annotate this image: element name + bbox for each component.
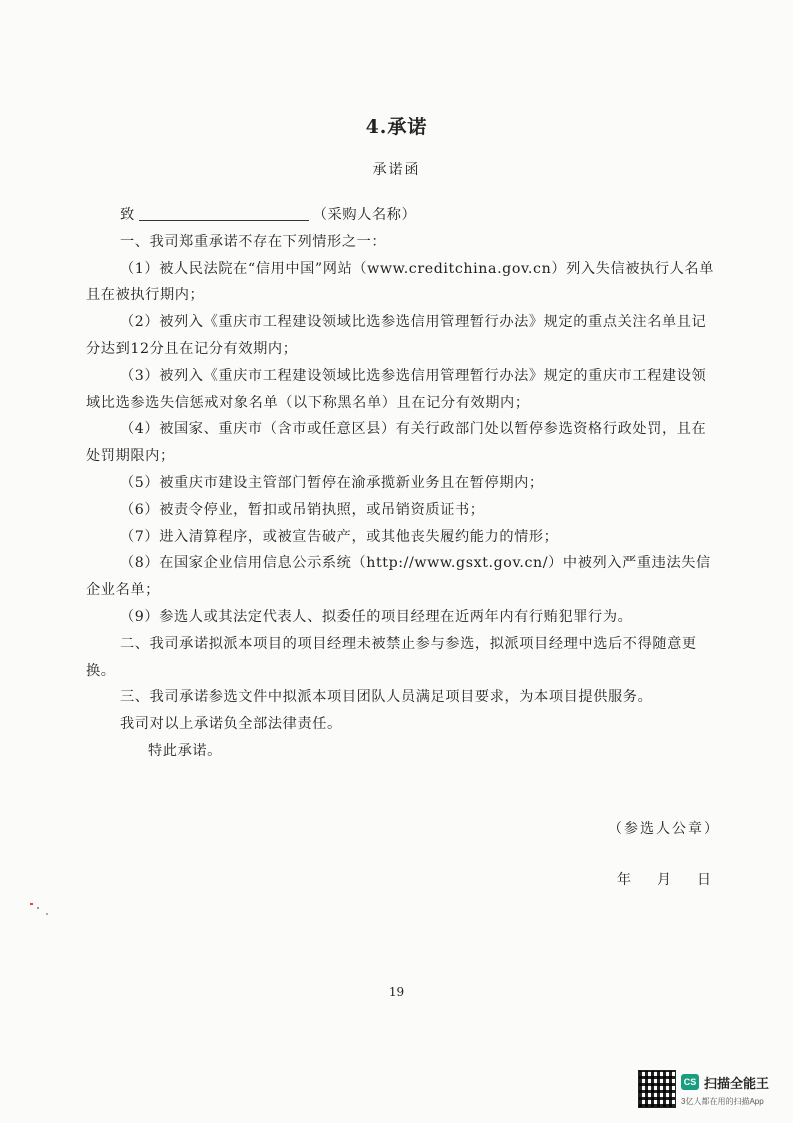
paragraph: 一、我司郑重承诺不存在下列情形之一： bbox=[120, 233, 387, 250]
date-year: 年 bbox=[617, 872, 631, 888]
date-month: 月 bbox=[657, 872, 671, 888]
section-title: 4.承诺 bbox=[365, 116, 428, 138]
watermark-name: 扫描全能王 bbox=[704, 1076, 770, 1091]
camscanner-logo: CS bbox=[681, 1074, 699, 1090]
addressee-prefix: 致 bbox=[120, 207, 135, 223]
addressee-suffix: （采购人名称） bbox=[312, 207, 417, 223]
paragraph: 二、我司承诺拟派本项目的项目经理未被禁止参与参选，拟派项目经理中选后不得随意更换。 bbox=[86, 635, 697, 679]
qr-code-icon bbox=[638, 1070, 676, 1108]
page-number: 19 bbox=[388, 985, 405, 999]
paragraph: （2）被列入《重庆市工程建设领域比选参选信用管理暂行办法》规定的重点关注名单且记分达到12分且在记分有效期内； bbox=[86, 314, 707, 357]
paragraph: （7）进入清算程序，或被宣告破产，或其他丧失履约能力的情形； bbox=[120, 528, 559, 545]
closing-line: 特此承诺。 bbox=[148, 742, 222, 759]
paragraph: （4）被国家、重庆市（含市或任意区县）有关行政部门处以暂停参选资格行政处罚，且在处罚期限内； bbox=[86, 421, 707, 465]
letter-body bbox=[86, 202, 716, 765]
date-line bbox=[617, 869, 711, 889]
watermark-tagline: 3亿人都在用的扫描App bbox=[681, 1097, 764, 1106]
paragraph: 三、我司承诺参选文件中拟派本项目团队人员满足项目要求，为本项目提供服务。 bbox=[120, 689, 653, 706]
addressee-blank bbox=[139, 204, 309, 221]
seal-placeholder: （参选人公章） bbox=[608, 821, 720, 837]
letter-title: 承诺函 bbox=[372, 162, 421, 178]
date-day: 日 bbox=[697, 872, 711, 888]
paragraph: （6）被责令停业，暂扣或吊销执照，或吊销资质证书； bbox=[120, 501, 485, 518]
paragraph: （1）被人民法院在“信用中国”网站（www.creditchina.gov.cn）列入失信被执行人名单且在被执行期内； bbox=[86, 260, 714, 304]
paragraph: （9）参选人或其法定代表人、拟委任的项目经理在近两年内有行贿犯罪行为。 bbox=[120, 608, 633, 625]
paragraph: 我司对以上承诺负全部法律责任。 bbox=[120, 716, 342, 733]
scanner-watermark bbox=[638, 1070, 778, 1110]
paragraph: （5）被重庆市建设主管部门暂停在渝承揽新业务且在暂停期内； bbox=[120, 474, 544, 491]
paragraph: （3）被列入《重庆市工程建设领域比选参选信用管理暂行办法》规定的重庆市工程建设领域比选参选失信惩戒对象名单（以下称黑名单）且在记分有效期内； bbox=[86, 367, 707, 411]
addressee-line bbox=[86, 202, 716, 229]
paragraph: （8）在国家企业信用信息公示系统（http://www.gsxt.gov.cn/）中被列入严重违法失信企业名单； bbox=[86, 555, 711, 599]
